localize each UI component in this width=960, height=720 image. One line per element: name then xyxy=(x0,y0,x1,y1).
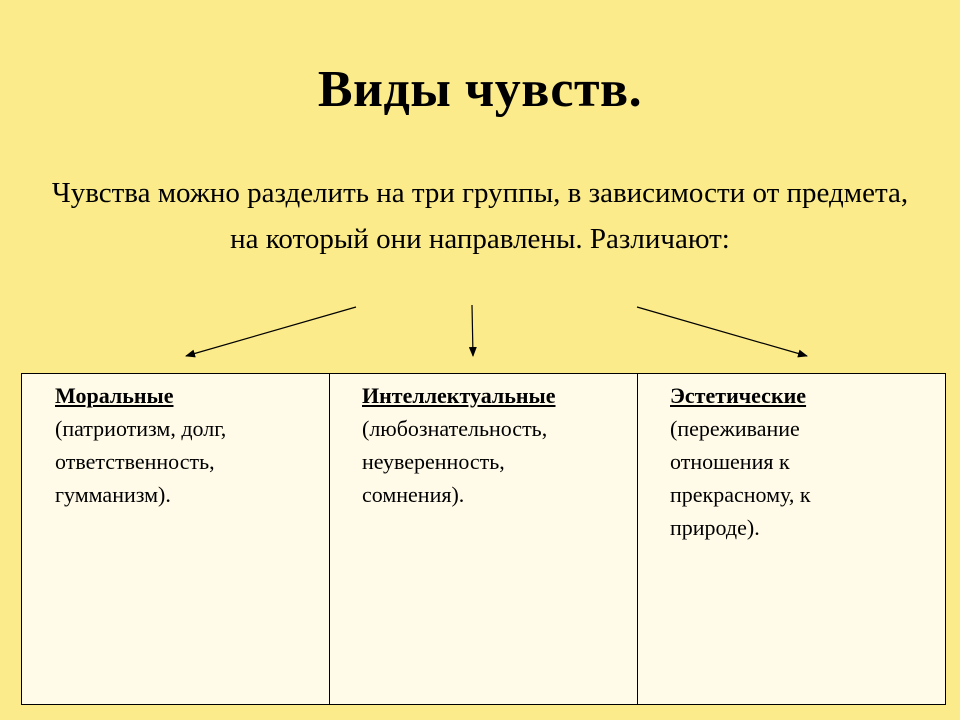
column-title: Эстетические xyxy=(670,383,807,408)
column-description xyxy=(670,412,944,544)
description-line: неуверенность, xyxy=(362,449,505,474)
arrow-right xyxy=(637,307,807,356)
page-title: Виды чувств. xyxy=(317,61,643,118)
description-line: гумманизм). xyxy=(55,482,171,507)
feelings-table xyxy=(21,373,946,705)
column-moral xyxy=(22,374,330,704)
description-line: (переживание xyxy=(670,416,800,441)
description-line: отношения к xyxy=(670,449,790,474)
description-line: природе). xyxy=(670,515,760,540)
column-description xyxy=(362,412,637,511)
description-line: сомнения). xyxy=(362,482,465,507)
column-title: Интеллектуальные xyxy=(362,383,556,408)
column-title: Моральные xyxy=(55,383,174,408)
description-line: прекрасному, к xyxy=(670,482,811,507)
arrow-center xyxy=(472,305,473,356)
intro-line: на который они направлены. Различают: xyxy=(230,223,730,255)
description-line: ответственность, xyxy=(55,449,215,474)
intro-text xyxy=(0,170,960,262)
description-line: (патриотизм, долг, xyxy=(55,416,227,441)
description-line: (любознательность, xyxy=(362,416,548,441)
intro-line: Чувства можно разделить на три группы, в зависимости от предмета, xyxy=(51,177,909,209)
column-aesthetic xyxy=(638,374,944,704)
column-description xyxy=(55,412,329,511)
column-intellectual xyxy=(330,374,638,704)
arrow-left xyxy=(186,307,356,356)
